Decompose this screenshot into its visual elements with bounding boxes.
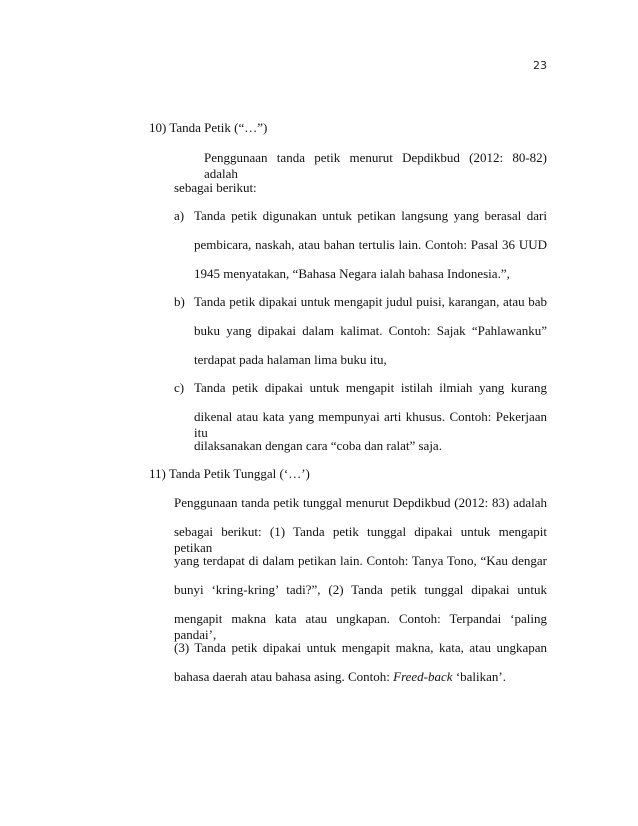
- section-11-line-6: (3) Tanda petik dipakai untuk mengapit makna, kata, atau ungkapan: [174, 640, 547, 655]
- section-11-line-5: mengapit makna kata atau ungkapan. Contoh: Terpandai ‘paling pandai’,: [174, 611, 547, 642]
- section-11-line-4: bunyi ‘kring-kring’ tadi?”, (2) Tanda petik tunggal dipakai untuk: [174, 582, 547, 597]
- last-line-prefix: bahasa daerah atau bahasa asing. Contoh:: [174, 669, 394, 684]
- item-c-line-2: dikenal atau kata yang mempunyai arti khusus. Contoh: Pekerjaan itu: [194, 409, 547, 440]
- section-11-heading: 11) Tanda Petik Tunggal (‘…’): [149, 466, 310, 481]
- item-a-line-3: 1945 menyatakan, “Bahasa Negara ialah bahasa Indonesia.”,: [194, 266, 510, 281]
- list-marker-c: c): [174, 380, 185, 395]
- item-c-line-1: Tanda petik dipakai untuk mengapit istilah ilmiah yang kurang: [194, 380, 547, 395]
- foreign-term: Freed-back: [393, 669, 453, 684]
- section-11-line-2: sebagai berikut: (1) Tanda petik tunggal dipakai untuk mengapit petikan: [174, 524, 547, 555]
- section-10-heading: 10) Tanda Petik (“…”): [149, 120, 268, 135]
- section-10-intro-line-1: Penggunaan tanda petik menurut Depdikbud (2012: 80-82) adalah: [204, 150, 547, 181]
- section-11-line-1: Penggunaan tanda petik tunggal menurut Depdikbud (2012: 83) adalah: [174, 495, 547, 510]
- section-11-line-3: yang terdapat di dalam petikan lain. Contoh: Tanya Tono, “Kau dengar: [174, 553, 547, 568]
- item-a-line-2: pembicara, naskah, atau bahan tertulis lain. Contoh: Pasal 36 UUD: [194, 237, 547, 252]
- item-c-line-3: dilaksanakan dengan cara “coba dan ralat” saja.: [194, 438, 442, 453]
- item-b-line-3: terdapat pada halaman lima buku itu,: [194, 352, 387, 367]
- item-b-line-1: Tanda petik dipakai untuk mengapit judul puisi, karangan, atau bab: [194, 294, 547, 309]
- item-b-line-2: buku yang dipakai dalam kalimat. Contoh: Sajak “Pahlawanku”: [194, 323, 547, 338]
- list-marker-a: a): [174, 208, 185, 223]
- section-10-intro-line-2: sebagai berikut:: [174, 180, 257, 195]
- last-line-suffix: ‘balikan’.: [452, 669, 506, 684]
- page-number: 23: [533, 59, 547, 72]
- item-a-line-1: Tanda petik digunakan untuk petikan langsung yang berasal dari: [194, 208, 547, 223]
- list-marker-b: b): [174, 294, 185, 309]
- section-11-line-7: [174, 669, 506, 685]
